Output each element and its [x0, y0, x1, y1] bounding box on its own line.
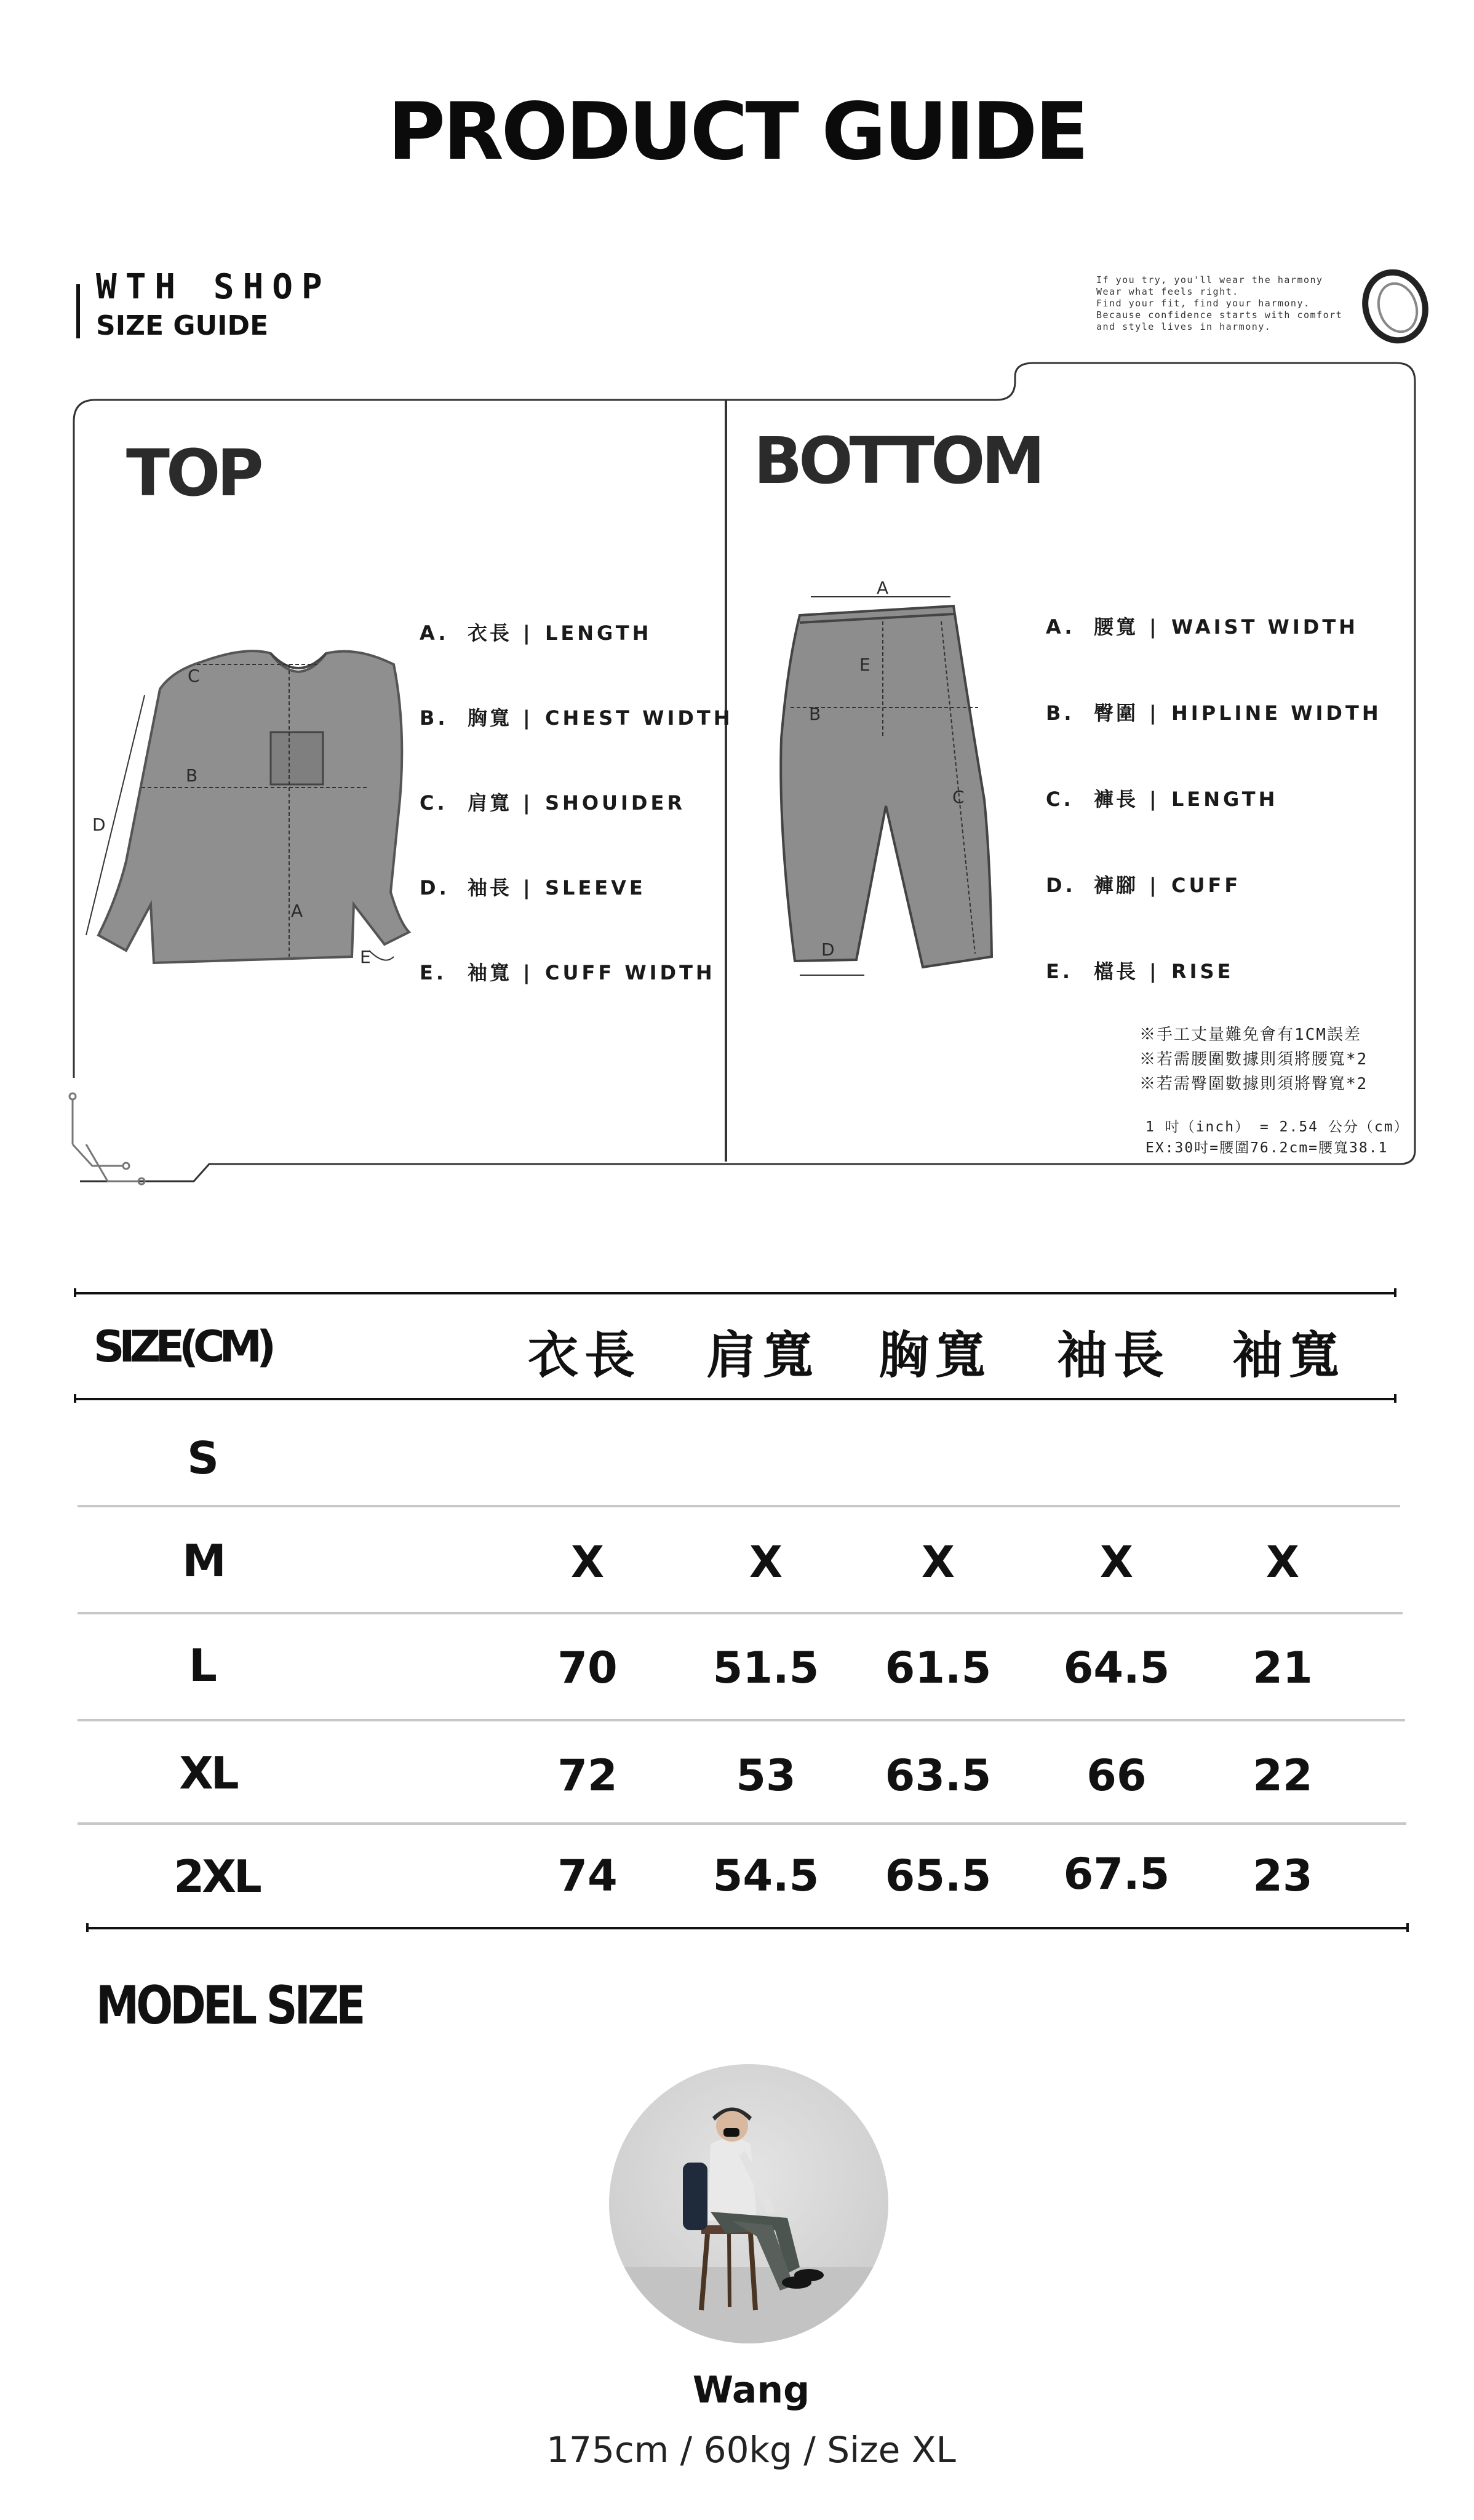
legend-separator: | — [1149, 701, 1160, 725]
table-cell: X — [571, 1537, 604, 1587]
rule-tick — [74, 1288, 76, 1297]
rule-tick — [1394, 1288, 1396, 1297]
legend-en: WAIST WIDTH — [1171, 615, 1358, 639]
table-bottom-rule — [86, 1927, 1409, 1929]
bottom-diagram-label: A — [877, 578, 889, 598]
bottom-legend-row — [1046, 956, 1233, 984]
bottom-diagram-label: B — [809, 704, 821, 724]
row-divider — [78, 1612, 1403, 1614]
top-legend-row — [420, 618, 651, 646]
top-diagram-label: E — [360, 947, 371, 967]
legend-zh: 衣長 — [468, 621, 512, 645]
top-legend-row — [420, 703, 733, 731]
legend-separator: | — [1149, 615, 1160, 639]
legend-separator: | — [1149, 788, 1160, 811]
legend-letter: B. — [420, 706, 448, 730]
conversion-line: 1 吋（inch） = 2.54 公分（cm） — [1145, 1119, 1409, 1135]
legend-zh: 褲腳 — [1094, 874, 1139, 897]
legend-en: SHOUIDER — [545, 791, 685, 815]
top-legend-row — [420, 788, 685, 816]
size-column-header: SIZE(CM) — [94, 1322, 271, 1372]
legend-letter: E. — [420, 961, 447, 984]
legend-letter: C. — [1046, 788, 1074, 811]
legend-en: SLEEVE — [545, 876, 646, 899]
top-heading: TOP — [126, 436, 260, 511]
table-cell: 23 — [1253, 1851, 1313, 1901]
legend-zh: 胸寬 — [468, 706, 512, 730]
conversion-notes — [1145, 1117, 1409, 1158]
table-cell: X — [749, 1537, 783, 1587]
column-header: 袖寬 — [1232, 1326, 1345, 1385]
legend-letter: D. — [420, 876, 450, 899]
row-divider — [78, 1822, 1406, 1825]
rule-tick — [74, 1394, 76, 1403]
brand-name: WTH SHOP — [96, 267, 331, 307]
table-cell: 66 — [1086, 1750, 1147, 1801]
bottom-diagram-label: C — [952, 787, 965, 807]
legend-letter: A. — [420, 621, 449, 645]
tagline-line: Wear what feels right. — [1096, 286, 1239, 297]
rule-tick — [86, 1923, 89, 1932]
column-header: 肩寬 — [706, 1326, 819, 1385]
rule-tick — [1394, 1394, 1396, 1403]
legend-letter: A. — [1046, 615, 1075, 639]
bottom-diagram-label: D — [821, 939, 835, 960]
legend-en: LENGTH — [545, 621, 652, 645]
column-header: 衣長 — [527, 1326, 641, 1385]
legend-zh: 肩寬 — [468, 791, 512, 815]
page-title: PRODUCT GUIDE — [388, 86, 1086, 178]
legend-en: HIPLINE WIDTH — [1171, 701, 1382, 725]
column-header: 胸寬 — [878, 1326, 992, 1385]
table-cell: 22 — [1253, 1750, 1313, 1801]
size-label: M — [182, 1535, 224, 1587]
rule-tick — [1406, 1923, 1409, 1932]
legend-separator: | — [1149, 960, 1160, 983]
model-measurements: 175cm / 60kg / Size XL — [546, 2429, 956, 2471]
legend-en: CUFF — [1171, 874, 1241, 897]
bottom-legend-row — [1046, 870, 1241, 898]
column-header: 袖長 — [1056, 1326, 1170, 1385]
brand-subtitle: SIZE GUIDE — [96, 310, 269, 341]
table-cell: 65.5 — [885, 1851, 992, 1901]
top-diagram-label: B — [186, 765, 198, 786]
table-cell: 64.5 — [1063, 1643, 1170, 1693]
bottom-legend-row — [1046, 698, 1382, 726]
legend-letter: E. — [1046, 960, 1074, 983]
legend-en: CUFF WIDTH — [545, 961, 715, 984]
conversion-line: EX:30吋=腰圍76.2cm=腰寬38.1 — [1145, 1140, 1388, 1156]
bottom-legend-row — [1046, 612, 1358, 640]
model-name: Wang — [692, 2369, 810, 2412]
circuit-decoration — [70, 1093, 145, 1184]
table-cell: 53 — [736, 1750, 796, 1801]
bottom-garment-sketch-icon — [781, 597, 992, 975]
measurement-notes — [1139, 1023, 1368, 1096]
legend-separator: | — [523, 706, 533, 730]
size-label: XL — [179, 1747, 237, 1799]
legend-letter: D. — [1046, 874, 1076, 897]
table-cell: 51.5 — [712, 1643, 819, 1693]
table-header-rule — [74, 1398, 1396, 1400]
table-cell: 63.5 — [885, 1750, 992, 1801]
legend-zh: 臀圍 — [1094, 701, 1139, 725]
size-label: L — [189, 1640, 215, 1691]
table-cell: X — [1100, 1537, 1133, 1587]
top-diagram-label: A — [291, 901, 303, 921]
legend-separator: | — [523, 876, 533, 899]
top-legend-row — [420, 872, 646, 901]
legend-separator: | — [523, 791, 533, 815]
legend-zh: 袖長 — [468, 876, 512, 899]
note-line: ※手工丈量難免會有1CM誤差 — [1139, 1026, 1361, 1044]
bottom-heading: BOTTOM — [754, 423, 1042, 498]
legend-zh: 腰寬 — [1094, 615, 1139, 639]
table-cell: X — [1266, 1537, 1299, 1587]
legend-zh: 檔長 — [1094, 960, 1139, 983]
size-label: 2XL — [173, 1851, 260, 1902]
bottom-diagram-label: E — [859, 655, 870, 675]
legend-en: RISE — [1171, 960, 1234, 983]
row-divider — [78, 1505, 1400, 1507]
tagline-line: and style lives in harmony. — [1096, 321, 1272, 332]
tagline-line: If you try, you'll wear the harmony — [1096, 274, 1323, 285]
legend-letter: B. — [1046, 701, 1075, 725]
table-cell: 74 — [557, 1851, 618, 1901]
table-top-rule — [74, 1292, 1396, 1294]
top-legend-row — [420, 957, 715, 986]
size-label: S — [187, 1432, 217, 1484]
legend-zh: 袖寬 — [468, 961, 512, 984]
model-photo — [609, 2064, 888, 2343]
table-cell: 61.5 — [885, 1643, 992, 1693]
table-cell: 72 — [557, 1750, 618, 1801]
legend-en: CHEST WIDTH — [545, 706, 733, 730]
model-size-heading: MODEL SIZE — [96, 1975, 363, 2036]
top-diagram-label: D — [92, 815, 106, 835]
legend-zh: 褲長 — [1094, 788, 1139, 811]
legend-separator: | — [1149, 874, 1160, 897]
legend-separator: | — [523, 621, 533, 645]
note-line: ※若需腰圍數據則須將腰寬*2 — [1139, 1050, 1368, 1069]
table-cell: X — [922, 1537, 955, 1587]
top-garment-sketch-icon — [86, 651, 409, 963]
table-cell: 21 — [1253, 1643, 1313, 1693]
tagline-line: Because confidence starts with comfort — [1096, 309, 1343, 321]
bottom-legend-row — [1046, 784, 1278, 812]
top-diagram-label: C — [188, 666, 200, 686]
legend-separator: | — [523, 961, 533, 984]
table-cell: 67.5 — [1063, 1849, 1170, 1899]
seated-model-icon — [609, 2064, 888, 2343]
table-cell: 54.5 — [712, 1851, 819, 1901]
tagline-line: Find your fit, find your harmony. — [1096, 298, 1310, 309]
row-divider — [78, 1719, 1405, 1721]
brand-ring-icon — [1356, 265, 1434, 348]
note-line: ※若需臀圍數據則須將臀寬*2 — [1139, 1075, 1368, 1093]
table-cell: 70 — [557, 1643, 618, 1693]
legend-en: LENGTH — [1171, 788, 1278, 811]
legend-letter: C. — [420, 791, 448, 815]
